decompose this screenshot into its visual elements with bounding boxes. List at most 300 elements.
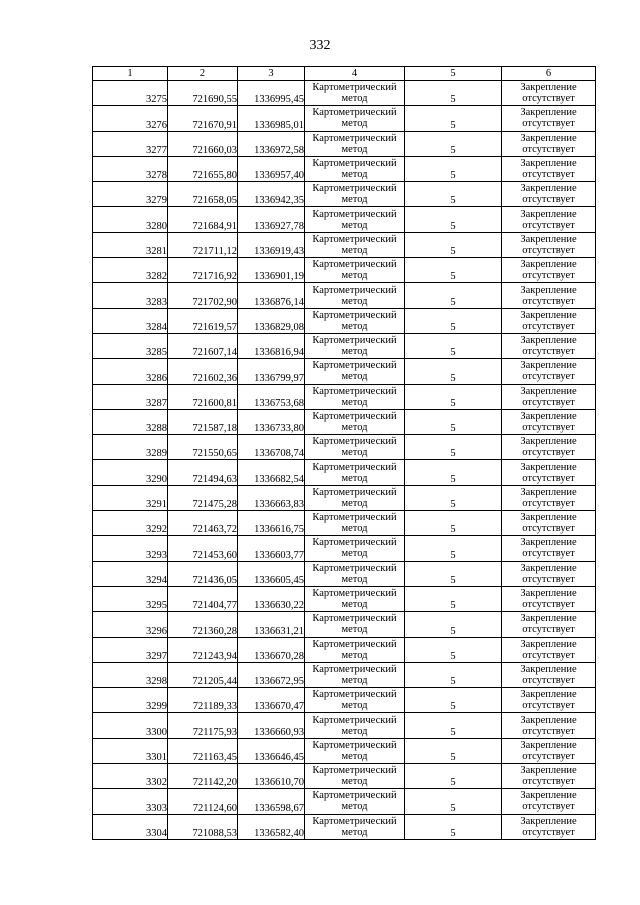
fixing-cell [502,789,596,814]
method-text-line1: Картометрический [312,385,397,397]
coordinates-table [92,66,596,840]
method-text-line1: Картометрический [312,208,397,220]
fixing-cell [502,81,596,106]
method-text-line2: метод [341,624,368,636]
table-row [93,359,596,384]
method-text-line2: метод [341,548,368,560]
method-text-line2: метод [341,700,368,712]
fixing-text-line2: отсутствует [522,270,575,282]
fixing-text-line1: Закрепление [520,385,577,397]
fixing-cell [502,586,596,611]
point-number: 3285 [93,333,168,358]
point-number: 3294 [93,561,168,586]
method-cell [305,713,405,738]
table-row [93,586,596,611]
coordinate-x: 721600,81 [168,384,238,409]
method-text-line2: метод [341,649,368,661]
fixing-text-line1: Закрепление [520,158,577,170]
fixing-cell [502,409,596,434]
fixing-text-line2: отсутствует [522,346,575,358]
point-number: 3299 [93,688,168,713]
method-cell [305,308,405,333]
precision-value: 5 [405,662,502,687]
method-text-line2: метод [341,750,368,762]
method-text-line1: Картометрический [312,284,397,296]
coordinate-x: 721436,05 [168,561,238,586]
fixing-cell [502,485,596,510]
precision-value: 5 [405,688,502,713]
fixing-cell [502,258,596,283]
method-text-line1: Картометрический [312,309,397,321]
fixing-text-line1: Закрепление [520,208,577,220]
coordinate-y: 1336682,54 [238,460,305,485]
coordinate-y: 1336660,93 [238,713,305,738]
coordinate-x: 721658,05 [168,182,238,207]
precision-value: 5 [405,131,502,156]
precision-value: 5 [405,738,502,763]
fixing-text-line1: Закрепление [520,284,577,296]
coordinate-x: 721550,65 [168,435,238,460]
column-header: 3 [238,67,305,81]
method-text-line2: метод [341,169,368,181]
precision-value: 5 [405,207,502,232]
precision-value: 5 [405,409,502,434]
point-number: 3275 [93,81,168,106]
fixing-text-line2: отсутствует [522,143,575,155]
method-text-line1: Картометрический [312,638,397,650]
coordinate-x: 721243,94 [168,637,238,662]
method-text-line2: метод [341,776,368,788]
method-text-line1: Картометрический [312,689,397,701]
method-cell [305,738,405,763]
coordinate-y: 1336816,94 [238,333,305,358]
method-text-line1: Картометрический [312,588,397,600]
coordinate-x: 721660,03 [168,131,238,156]
fixing-cell [502,536,596,561]
method-cell [305,586,405,611]
fixing-cell [502,106,596,131]
fixing-text-line1: Закрепление [520,233,577,245]
method-text-line2: метод [341,497,368,509]
coordinate-x: 721163,45 [168,738,238,763]
method-cell [305,156,405,181]
coordinate-y: 1336985,01 [238,106,305,131]
fixing-text-line2: отсутствует [522,447,575,459]
column-header: 5 [405,67,502,81]
coordinate-x: 721360,28 [168,612,238,637]
point-number: 3292 [93,511,168,536]
point-number: 3289 [93,435,168,460]
fixing-text-line1: Закрепление [520,461,577,473]
table-row [93,333,596,358]
precision-value: 5 [405,333,502,358]
method-text-line1: Картометрический [312,486,397,498]
table-body [93,81,596,840]
table-row [93,106,596,131]
method-text-line2: метод [341,371,368,383]
fixing-cell [502,460,596,485]
precision-value: 5 [405,764,502,789]
method-cell [305,662,405,687]
fixing-text-line2: отсутствует [522,244,575,256]
precision-value: 5 [405,283,502,308]
coordinate-x: 721189,33 [168,688,238,713]
coordinate-x: 721670,91 [168,106,238,131]
fixing-cell [502,662,596,687]
table-row [93,738,596,763]
point-number: 3278 [93,156,168,181]
table-row [93,713,596,738]
fixing-text-line1: Закрепление [520,663,577,675]
fixing-cell [502,738,596,763]
point-number: 3281 [93,232,168,257]
table-row [93,688,596,713]
fixing-cell [502,308,596,333]
method-text-line1: Картометрический [312,411,397,422]
coordinate-x: 721587,18 [168,409,238,434]
point-number: 3282 [93,258,168,283]
fixing-text-line1: Закрепление [520,562,577,574]
method-text-line2: метод [341,93,368,105]
fixing-text-line1: Закрепление [520,689,577,701]
method-cell [305,511,405,536]
coordinate-y: 1336646,45 [238,738,305,763]
fixing-text-line1: Закрепление [520,537,577,549]
table-row [93,612,596,637]
coordinate-y: 1336876,14 [238,283,305,308]
coordinate-x: 721619,57 [168,308,238,333]
point-number: 3283 [93,283,168,308]
fixing-text-line2: отсутствует [522,826,575,838]
method-text-line1: Картометрический [312,233,397,245]
method-cell [305,612,405,637]
fixing-text-line2: отсутствует [522,194,575,206]
fixing-cell [502,207,596,232]
method-cell [305,561,405,586]
table-row [93,409,596,434]
table-row [93,485,596,510]
precision-value: 5 [405,232,502,257]
coordinate-y: 1336753,68 [238,384,305,409]
method-text-line2: метод [341,801,368,813]
fixing-text-line2: отсутствует [522,548,575,560]
fixing-cell [502,384,596,409]
table-row [93,308,596,333]
fixing-text-line2: отсутствует [522,422,575,433]
fixing-text-line2: отсутствует [522,776,575,788]
method-text-line2: метод [341,422,368,433]
precision-value: 5 [405,106,502,131]
coordinate-x: 721475,28 [168,485,238,510]
coordinate-y: 1336616,75 [238,511,305,536]
table-row [93,814,596,839]
fixing-text-line1: Закрепление [520,638,577,650]
fixing-text-line2: отсутствует [522,169,575,181]
table-row [93,561,596,586]
fixing-text-line1: Закрепление [520,132,577,144]
point-number: 3298 [93,662,168,687]
fixing-cell [502,131,596,156]
table-row [93,207,596,232]
table-row [93,182,596,207]
coordinate-y: 1336670,47 [238,688,305,713]
fixing-text-line1: Закрепление [520,259,577,271]
method-cell [305,764,405,789]
fixing-text-line1: Закрепление [520,309,577,321]
coordinate-y: 1336603,77 [238,536,305,561]
table-row [93,156,596,181]
method-cell [305,384,405,409]
method-text-line2: метод [341,523,368,535]
fixing-cell [502,612,596,637]
point-number: 3302 [93,764,168,789]
fixing-cell [502,283,596,308]
method-cell [305,359,405,384]
method-cell [305,485,405,510]
fixing-text-line2: отсутствует [522,801,575,813]
coordinate-x: 721404,77 [168,586,238,611]
fixing-cell [502,511,596,536]
point-number: 3304 [93,814,168,839]
coordinate-y: 1336708,74 [238,435,305,460]
method-text-line1: Картометрический [312,107,397,119]
coordinate-y: 1336957,40 [238,156,305,181]
point-number: 3293 [93,536,168,561]
fixing-text-line2: отсутствует [522,725,575,737]
fixing-text-line2: отсутствует [522,497,575,509]
coordinate-x: 721711,12 [168,232,238,257]
method-text-line2: метод [341,194,368,206]
method-text-line2: метод [341,447,368,459]
coordinate-y: 1336927,78 [238,207,305,232]
method-cell [305,283,405,308]
precision-value: 5 [405,814,502,839]
point-number: 3286 [93,359,168,384]
coordinate-x: 721690,55 [168,81,238,106]
table-row [93,764,596,789]
method-text-line2: метод [341,826,368,838]
precision-value: 5 [405,156,502,181]
fixing-text-line2: отсутствует [522,371,575,383]
precision-value: 5 [405,789,502,814]
method-text-line2: метод [341,295,368,307]
method-text-line2: метод [341,725,368,737]
page-number: 332 [309,38,331,53]
coordinate-y: 1336919,43 [238,232,305,257]
point-number: 3280 [93,207,168,232]
fixing-cell [502,688,596,713]
fixing-text-line2: отсутствует [522,523,575,535]
column-header: 4 [305,67,405,81]
table-row [93,435,596,460]
table-row [93,81,596,106]
fixing-text-line1: Закрепление [520,765,577,777]
coordinate-x: 721684,91 [168,207,238,232]
table-row [93,637,596,662]
method-text-line1: Картометрический [312,714,397,726]
method-text-line1: Картометрический [312,512,397,524]
fixing-text-line1: Закрепление [520,183,577,195]
fixing-text-line2: отсутствует [522,599,575,611]
column-header: 2 [168,67,238,81]
fixing-cell [502,435,596,460]
precision-value: 5 [405,536,502,561]
coordinate-x: 721205,44 [168,662,238,687]
method-text-line2: метод [341,573,368,585]
precision-value: 5 [405,561,502,586]
fixing-text-line2: отсутствует [522,295,575,307]
fixing-text-line1: Закрепление [520,436,577,448]
method-text-line1: Картометрический [312,158,397,170]
precision-value: 5 [405,612,502,637]
method-cell [305,207,405,232]
fixing-cell [502,232,596,257]
method-text-line1: Картометрический [312,613,397,625]
coordinate-y: 1336605,45 [238,561,305,586]
method-text-line2: метод [341,674,368,686]
fixing-text-line1: Закрепление [520,411,577,422]
precision-value: 5 [405,511,502,536]
fixing-text-line1: Закрепление [520,360,577,372]
column-header: 6 [502,67,596,81]
precision-value: 5 [405,485,502,510]
table-row [93,536,596,561]
method-text-line1: Картометрический [312,537,397,549]
coordinate-x: 721702,90 [168,283,238,308]
coordinate-y: 1336610,70 [238,764,305,789]
method-text-line2: метод [341,472,368,484]
fixing-text-line2: отсутствует [522,674,575,686]
point-number: 3301 [93,738,168,763]
precision-value: 5 [405,308,502,333]
method-cell [305,460,405,485]
coordinate-y: 1336901,19 [238,258,305,283]
coordinate-y: 1336670,28 [238,637,305,662]
fixing-cell [502,814,596,839]
table-header-row [93,67,596,81]
fixing-text-line1: Закрепление [520,588,577,600]
method-text-line2: метод [341,244,368,256]
coordinate-x: 721602,36 [168,359,238,384]
coordinate-x: 721142,20 [168,764,238,789]
method-text-line2: метод [341,143,368,155]
table-row [93,662,596,687]
point-number: 3297 [93,637,168,662]
fixing-cell [502,713,596,738]
fixing-cell [502,333,596,358]
method-cell [305,182,405,207]
method-cell [305,232,405,257]
fixing-text-line2: отсутствует [522,649,575,661]
fixing-text-line2: отсутствует [522,573,575,585]
method-cell [305,688,405,713]
method-cell [305,106,405,131]
fixing-text-line2: отсутствует [522,320,575,332]
fixing-text-line1: Закрепление [520,335,577,347]
table-row [93,384,596,409]
method-text-line2: метод [341,396,368,408]
method-text-line2: метод [341,346,368,358]
method-text-line2: метод [341,219,368,231]
coordinate-y: 1336672,95 [238,662,305,687]
method-text-line1: Картометрический [312,436,397,448]
coordinate-x: 721607,14 [168,333,238,358]
column-header: 1 [93,67,168,81]
method-text-line1: Картометрический [312,663,397,675]
point-number: 3296 [93,612,168,637]
point-number: 3284 [93,308,168,333]
fixing-text-line2: отсутствует [522,93,575,105]
fixing-text-line2: отсутствует [522,700,575,712]
method-cell [305,435,405,460]
precision-value: 5 [405,81,502,106]
method-cell [305,789,405,814]
precision-value: 5 [405,586,502,611]
coordinate-y: 1336972,58 [238,131,305,156]
coordinate-y: 1336663,83 [238,485,305,510]
method-cell [305,258,405,283]
fixing-text-line2: отсутствует [522,219,575,231]
method-cell [305,131,405,156]
method-text-line1: Картометрический [312,132,397,144]
fixing-text-line1: Закрепление [520,815,577,827]
fixing-text-line2: отсутствует [522,472,575,484]
method-text-line1: Картометрический [312,739,397,751]
coordinate-y: 1336995,45 [238,81,305,106]
point-number: 3279 [93,182,168,207]
coordinate-y: 1336799,97 [238,359,305,384]
fixing-text-line1: Закрепление [520,107,577,119]
table-row [93,283,596,308]
coordinate-y: 1336733,80 [238,409,305,434]
method-cell [305,637,405,662]
coordinate-x: 721655,80 [168,156,238,181]
method-cell [305,333,405,358]
method-text-line1: Картометрический [312,562,397,574]
point-number: 3295 [93,586,168,611]
method-text-line2: метод [341,599,368,611]
method-text-line1: Картометрический [312,765,397,777]
method-text-line1: Картометрический [312,461,397,473]
fixing-text-line1: Закрепление [520,613,577,625]
fixing-cell [502,182,596,207]
point-number: 3288 [93,409,168,434]
fixing-cell [502,359,596,384]
method-text-line2: метод [341,320,368,332]
table-row [93,789,596,814]
coordinate-x: 721088,53 [168,814,238,839]
coordinate-y: 1336631,21 [238,612,305,637]
coordinate-y: 1336829,08 [238,308,305,333]
table-row [93,131,596,156]
coordinate-y: 1336942,35 [238,182,305,207]
method-text-line1: Картометрический [312,259,397,271]
point-number: 3291 [93,485,168,510]
coordinate-x: 721124,60 [168,789,238,814]
coordinate-y: 1336582,40 [238,814,305,839]
fixing-text-line2: отсутствует [522,396,575,408]
fixing-text-line1: Закрепление [520,82,577,94]
method-text-line1: Картометрический [312,815,397,827]
point-number: 3287 [93,384,168,409]
method-cell [305,536,405,561]
coordinate-y: 1336598,67 [238,789,305,814]
method-text-line1: Картометрический [312,183,397,195]
table-row [93,460,596,485]
coordinate-y: 1336630,22 [238,586,305,611]
fixing-text-line1: Закрепление [520,486,577,498]
fixing-text-line2: отсутствует [522,624,575,636]
